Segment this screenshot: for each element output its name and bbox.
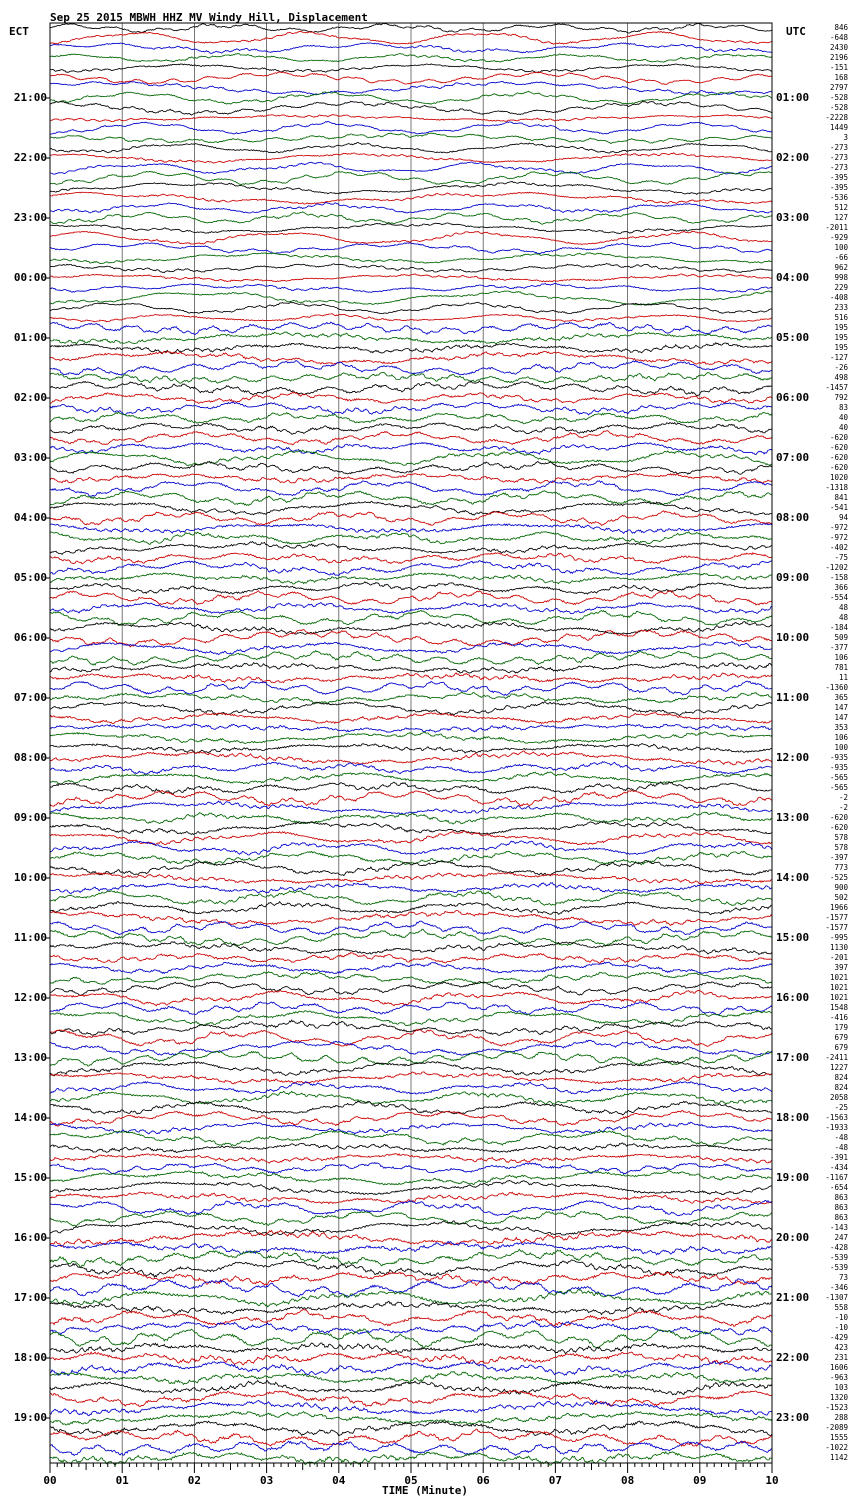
left-hour-label: 06:00 xyxy=(13,631,47,644)
trace-offset-value: 1320 xyxy=(829,1393,848,1402)
trace-offset-value: -346 xyxy=(829,1283,848,1292)
trace-offset-value: -184 xyxy=(829,623,848,632)
trace-offset-value: -25 xyxy=(834,1103,848,1112)
x-tick-label: 04 xyxy=(332,1474,346,1487)
x-tick-label: 02 xyxy=(187,1474,202,1487)
trace-offset-value: -1022 xyxy=(825,1443,848,1452)
trace-offset-value: 846 xyxy=(834,23,848,32)
trace-offset-value: 11 xyxy=(838,673,848,682)
right-hour-label: 02:00 xyxy=(776,151,810,164)
trace-offset-value: -1933 xyxy=(825,1123,848,1132)
left-hour-label: 03:00 xyxy=(13,451,47,464)
trace-offset-value: 824 xyxy=(834,1073,848,1082)
trace-offset-value: 824 xyxy=(834,1083,848,1092)
right-hour-label: 09:00 xyxy=(776,571,810,584)
trace-offset-value: 1227 xyxy=(829,1063,848,1072)
trace-offset-value: -10 xyxy=(834,1313,848,1322)
right-hour-label: 07:00 xyxy=(776,451,810,464)
trace-offset-value: 179 xyxy=(834,1023,848,1032)
right-hour-label: 21:00 xyxy=(776,1291,810,1304)
trace-offset-value: 2196 xyxy=(829,53,848,62)
trace-offset-value: 1548 xyxy=(829,1003,848,1012)
right-hour-label: 14:00 xyxy=(776,871,810,884)
trace-offset-value: 1606 xyxy=(829,1363,848,1372)
trace-offset-value: 1021 xyxy=(829,983,848,992)
right-hour-label: 04:00 xyxy=(776,271,810,284)
trace-offset-value: -620 xyxy=(829,443,848,452)
left-hour-label: 22:00 xyxy=(13,151,47,164)
x-tick-label: 00 xyxy=(43,1474,57,1487)
trace-offset-value: -525 xyxy=(829,873,848,882)
trace-offset-value: -539 xyxy=(829,1253,848,1262)
trace-offset-value: 195 xyxy=(834,333,848,342)
trace-offset-value: 365 xyxy=(834,693,848,702)
left-hour-label: 07:00 xyxy=(13,691,47,704)
trace-offset-value: -48 xyxy=(834,1143,848,1152)
trace-offset-value: -26 xyxy=(834,363,848,372)
trace-offset-value: -1457 xyxy=(825,383,848,392)
trace-offset-value: -428 xyxy=(829,1243,848,1252)
right-hour-label: 19:00 xyxy=(776,1171,810,1184)
trace-offset-value: -536 xyxy=(829,193,848,202)
right-hour-label: 23:00 xyxy=(776,1411,810,1424)
trace-offset-value: -2228 xyxy=(825,113,848,122)
trace-offset-value: 423 xyxy=(834,1343,848,1352)
trace-offset-value: 147 xyxy=(834,713,848,722)
trace-offset-value: 1966 xyxy=(829,903,848,912)
trace-offset-value: 578 xyxy=(834,843,848,852)
trace-offset-value: -528 xyxy=(829,93,848,102)
trace-offset-value: 1555 xyxy=(829,1433,848,1442)
right-hour-label: 15:00 xyxy=(776,931,810,944)
right-hour-label: 03:00 xyxy=(776,211,810,224)
trace-offset-value: 512 xyxy=(834,203,848,212)
right-hour-label: 18:00 xyxy=(776,1111,810,1124)
trace-offset-value: 773 xyxy=(834,863,848,872)
trace-offset-value: -2089 xyxy=(825,1423,848,1432)
trace-offset-value: -408 xyxy=(829,293,848,302)
trace-offset-value: -151 xyxy=(829,63,848,72)
trace-offset-value: 48 xyxy=(838,613,848,622)
trace-offset-value: 3 xyxy=(843,133,848,142)
trace-offset-value: -995 xyxy=(829,933,848,942)
trace-offset-value: 100 xyxy=(834,743,848,752)
trace-offset-value: -648 xyxy=(829,33,848,42)
trace-offset-value: 1021 xyxy=(829,993,848,1002)
trace-offset-value: -620 xyxy=(829,463,848,472)
trace-offset-value: -620 xyxy=(829,823,848,832)
trace-offset-value: -10 xyxy=(834,1323,848,1332)
trace-offset-value: -397 xyxy=(829,853,848,862)
x-tick-label: 06 xyxy=(476,1474,490,1487)
trace-offset-value: -528 xyxy=(829,103,848,112)
x-tick-label: 09 xyxy=(693,1474,707,1487)
right-hour-label: 16:00 xyxy=(776,991,810,1004)
trace-offset-value: -66 xyxy=(834,253,848,262)
right-hour-label: 20:00 xyxy=(776,1231,810,1244)
trace-offset-value: -1167 xyxy=(825,1173,848,1182)
trace-offset-value: 841 xyxy=(834,493,848,502)
right-hour-label: 11:00 xyxy=(776,691,810,704)
trace-offset-value: -565 xyxy=(829,783,848,792)
trace-offset-value: 100 xyxy=(834,243,848,252)
trace-offset-value: -2 xyxy=(838,793,848,802)
left-hour-label: 23:00 xyxy=(13,211,47,224)
trace-offset-value: 679 xyxy=(834,1033,848,1042)
trace-offset-value: 2797 xyxy=(829,83,848,92)
trace-offset-value: -75 xyxy=(834,553,848,562)
left-timezone-label: ECT xyxy=(9,25,29,38)
trace-offset-value: 781 xyxy=(834,663,848,672)
trace-offset-value: -1563 xyxy=(825,1113,848,1122)
trace-offset-value: -565 xyxy=(829,773,848,782)
trace-offset-value: -1307 xyxy=(825,1293,848,1302)
trace-offset-value: -963 xyxy=(829,1373,848,1382)
left-hour-label: 14:00 xyxy=(13,1111,47,1124)
trace-offset-value: -1202 xyxy=(825,563,848,572)
left-hour-label: 04:00 xyxy=(13,511,47,524)
trace-offset-value: -48 xyxy=(834,1133,848,1142)
trace-offset-value: -1577 xyxy=(825,913,848,922)
trace-offset-value: -554 xyxy=(829,593,848,602)
left-hour-label: 15:00 xyxy=(13,1171,47,1184)
trace-offset-value: -1360 xyxy=(825,683,848,692)
trace-offset-value: -620 xyxy=(829,813,848,822)
x-tick-label: 10 xyxy=(765,1474,779,1487)
trace-offset-value: 679 xyxy=(834,1043,848,1052)
right-hour-label: 17:00 xyxy=(776,1051,810,1064)
trace-offset-value: 962 xyxy=(834,263,848,272)
trace-offset-value: 792 xyxy=(834,393,848,402)
x-tick-label: 01 xyxy=(115,1474,129,1487)
trace-offset-value: 1020 xyxy=(829,473,848,482)
trace-offset-value: -620 xyxy=(829,453,848,462)
left-hour-label: 18:00 xyxy=(13,1351,47,1364)
right-timezone-label: UTC xyxy=(786,25,806,38)
right-hour-label: 10:00 xyxy=(776,631,810,644)
right-hour-label: 12:00 xyxy=(776,751,810,764)
trace-offset-value: 73 xyxy=(838,1273,848,1282)
trace-offset-value: -395 xyxy=(829,173,848,182)
trace-offset-value: 83 xyxy=(838,403,848,412)
trace-offset-value: 558 xyxy=(834,1303,848,1312)
right-hour-label: 05:00 xyxy=(776,331,810,344)
trace-offset-value: 2058 xyxy=(829,1093,848,1102)
left-hour-label: 02:00 xyxy=(13,391,47,404)
trace-offset-value: 366 xyxy=(834,583,848,592)
trace-offset-value: 1142 xyxy=(829,1453,848,1462)
trace-offset-value: -2 xyxy=(838,803,848,812)
trace-offset-value: 900 xyxy=(834,883,848,892)
trace-offset-value: 498 xyxy=(834,373,848,382)
trace-offset-value: -935 xyxy=(829,753,848,762)
trace-offset-value: -273 xyxy=(829,163,848,172)
trace-offset-value: 106 xyxy=(834,653,848,662)
trace-offset-value: -143 xyxy=(829,1223,848,1232)
left-hour-label: 17:00 xyxy=(13,1291,47,1304)
trace-offset-value: 502 xyxy=(834,893,848,902)
x-axis-label: TIME (Minute) xyxy=(381,1484,469,1497)
trace-offset-value: -416 xyxy=(829,1013,848,1022)
trace-offset-value: 1021 xyxy=(829,973,848,982)
trace-offset-value: -1577 xyxy=(825,923,848,932)
trace-offset-value: -201 xyxy=(829,953,848,962)
left-hour-label: 11:00 xyxy=(13,931,47,944)
trace-offset-value: 509 xyxy=(834,633,848,642)
trace-offset-value: 231 xyxy=(834,1353,848,1362)
left-hour-label: 01:00 xyxy=(13,331,47,344)
trace-offset-value: 578 xyxy=(834,833,848,842)
trace-offset-value: 48 xyxy=(838,603,848,612)
trace-offset-value: 863 xyxy=(834,1213,848,1222)
trace-offset-value: -1523 xyxy=(825,1403,848,1412)
trace-offset-value: -654 xyxy=(829,1183,848,1192)
x-tick-label: 05 xyxy=(404,1474,418,1487)
trace-offset-value: -972 xyxy=(829,523,848,532)
trace-offset-value: 2430 xyxy=(829,43,848,52)
x-tick-label: 03 xyxy=(259,1474,274,1487)
left-hour-label: 05:00 xyxy=(13,571,47,584)
trace-offset-value: -273 xyxy=(829,143,848,152)
trace-offset-value: -377 xyxy=(829,643,848,652)
trace-offset-value: -620 xyxy=(829,433,848,442)
trace-offset-value: 247 xyxy=(834,1233,848,1242)
trace-offset-value: 147 xyxy=(834,703,848,712)
trace-offset-value: 229 xyxy=(834,283,848,292)
x-tick-label: 08 xyxy=(620,1474,635,1487)
chart-title: Sep 25 2015 MBWH HHZ MV Windy Hill, Displacement xyxy=(50,11,368,24)
trace-offset-value: 168 xyxy=(834,73,848,82)
trace-offset-value: -2011 xyxy=(825,223,848,232)
x-tick-label: 07 xyxy=(548,1474,563,1487)
trace-offset-value: -1318 xyxy=(825,483,848,492)
right-hour-label: 08:00 xyxy=(776,511,810,524)
trace-offset-value: 863 xyxy=(834,1193,848,1202)
trace-offset-value: -391 xyxy=(829,1153,848,1162)
trace-offset-value: -2411 xyxy=(825,1053,848,1062)
trace-offset-value: 195 xyxy=(834,323,848,332)
trace-offset-value: 94 xyxy=(838,513,848,522)
trace-offset-value: -935 xyxy=(829,763,848,772)
left-hour-label: 19:00 xyxy=(13,1411,47,1424)
trace-offset-value: 288 xyxy=(834,1413,848,1422)
trace-offset-value: -273 xyxy=(829,153,848,162)
trace-offset-value: 863 xyxy=(834,1203,848,1212)
trace-offset-value: 397 xyxy=(834,963,848,972)
trace-offset-value: 1130 xyxy=(829,943,848,952)
left-hour-label: 00:00 xyxy=(13,271,47,284)
left-hour-label: 10:00 xyxy=(13,871,47,884)
left-hour-label: 08:00 xyxy=(13,751,47,764)
left-hour-label: 12:00 xyxy=(13,991,47,1004)
trace-offset-value: 1449 xyxy=(829,123,848,132)
trace-offset-value: 998 xyxy=(834,273,848,282)
trace-offset-value: -127 xyxy=(829,353,848,362)
right-hour-label: 13:00 xyxy=(776,811,810,824)
right-hour-label: 22:00 xyxy=(776,1351,810,1364)
left-hour-label: 21:00 xyxy=(13,91,47,104)
trace-offset-value: 353 xyxy=(834,723,848,732)
trace-offset-value: -395 xyxy=(829,183,848,192)
right-hour-label: 01:00 xyxy=(776,91,810,104)
trace-offset-value: 127 xyxy=(834,213,848,222)
trace-offset-value: -929 xyxy=(829,233,848,242)
trace-offset-value: 103 xyxy=(834,1383,848,1392)
trace-offset-value: 516 xyxy=(834,313,848,322)
trace-offset-value: -972 xyxy=(829,533,848,542)
trace-offset-value: 195 xyxy=(834,343,848,352)
left-hour-label: 16:00 xyxy=(13,1231,47,1244)
trace-offset-value: -429 xyxy=(829,1333,848,1342)
trace-offset-value: -434 xyxy=(829,1163,848,1172)
trace-offset-value: 40 xyxy=(838,423,848,432)
left-hour-label: 13:00 xyxy=(13,1051,47,1064)
trace-offset-value: -539 xyxy=(829,1263,848,1272)
trace-offset-value: -402 xyxy=(829,543,848,552)
trace-offset-value: 106 xyxy=(834,733,848,742)
trace-offset-value: -541 xyxy=(829,503,848,512)
trace-offset-value: -158 xyxy=(829,573,848,582)
left-hour-label: 09:00 xyxy=(13,811,47,824)
trace-offset-value: 233 xyxy=(834,303,848,312)
right-hour-label: 06:00 xyxy=(776,391,810,404)
trace-offset-value: 40 xyxy=(838,413,848,422)
